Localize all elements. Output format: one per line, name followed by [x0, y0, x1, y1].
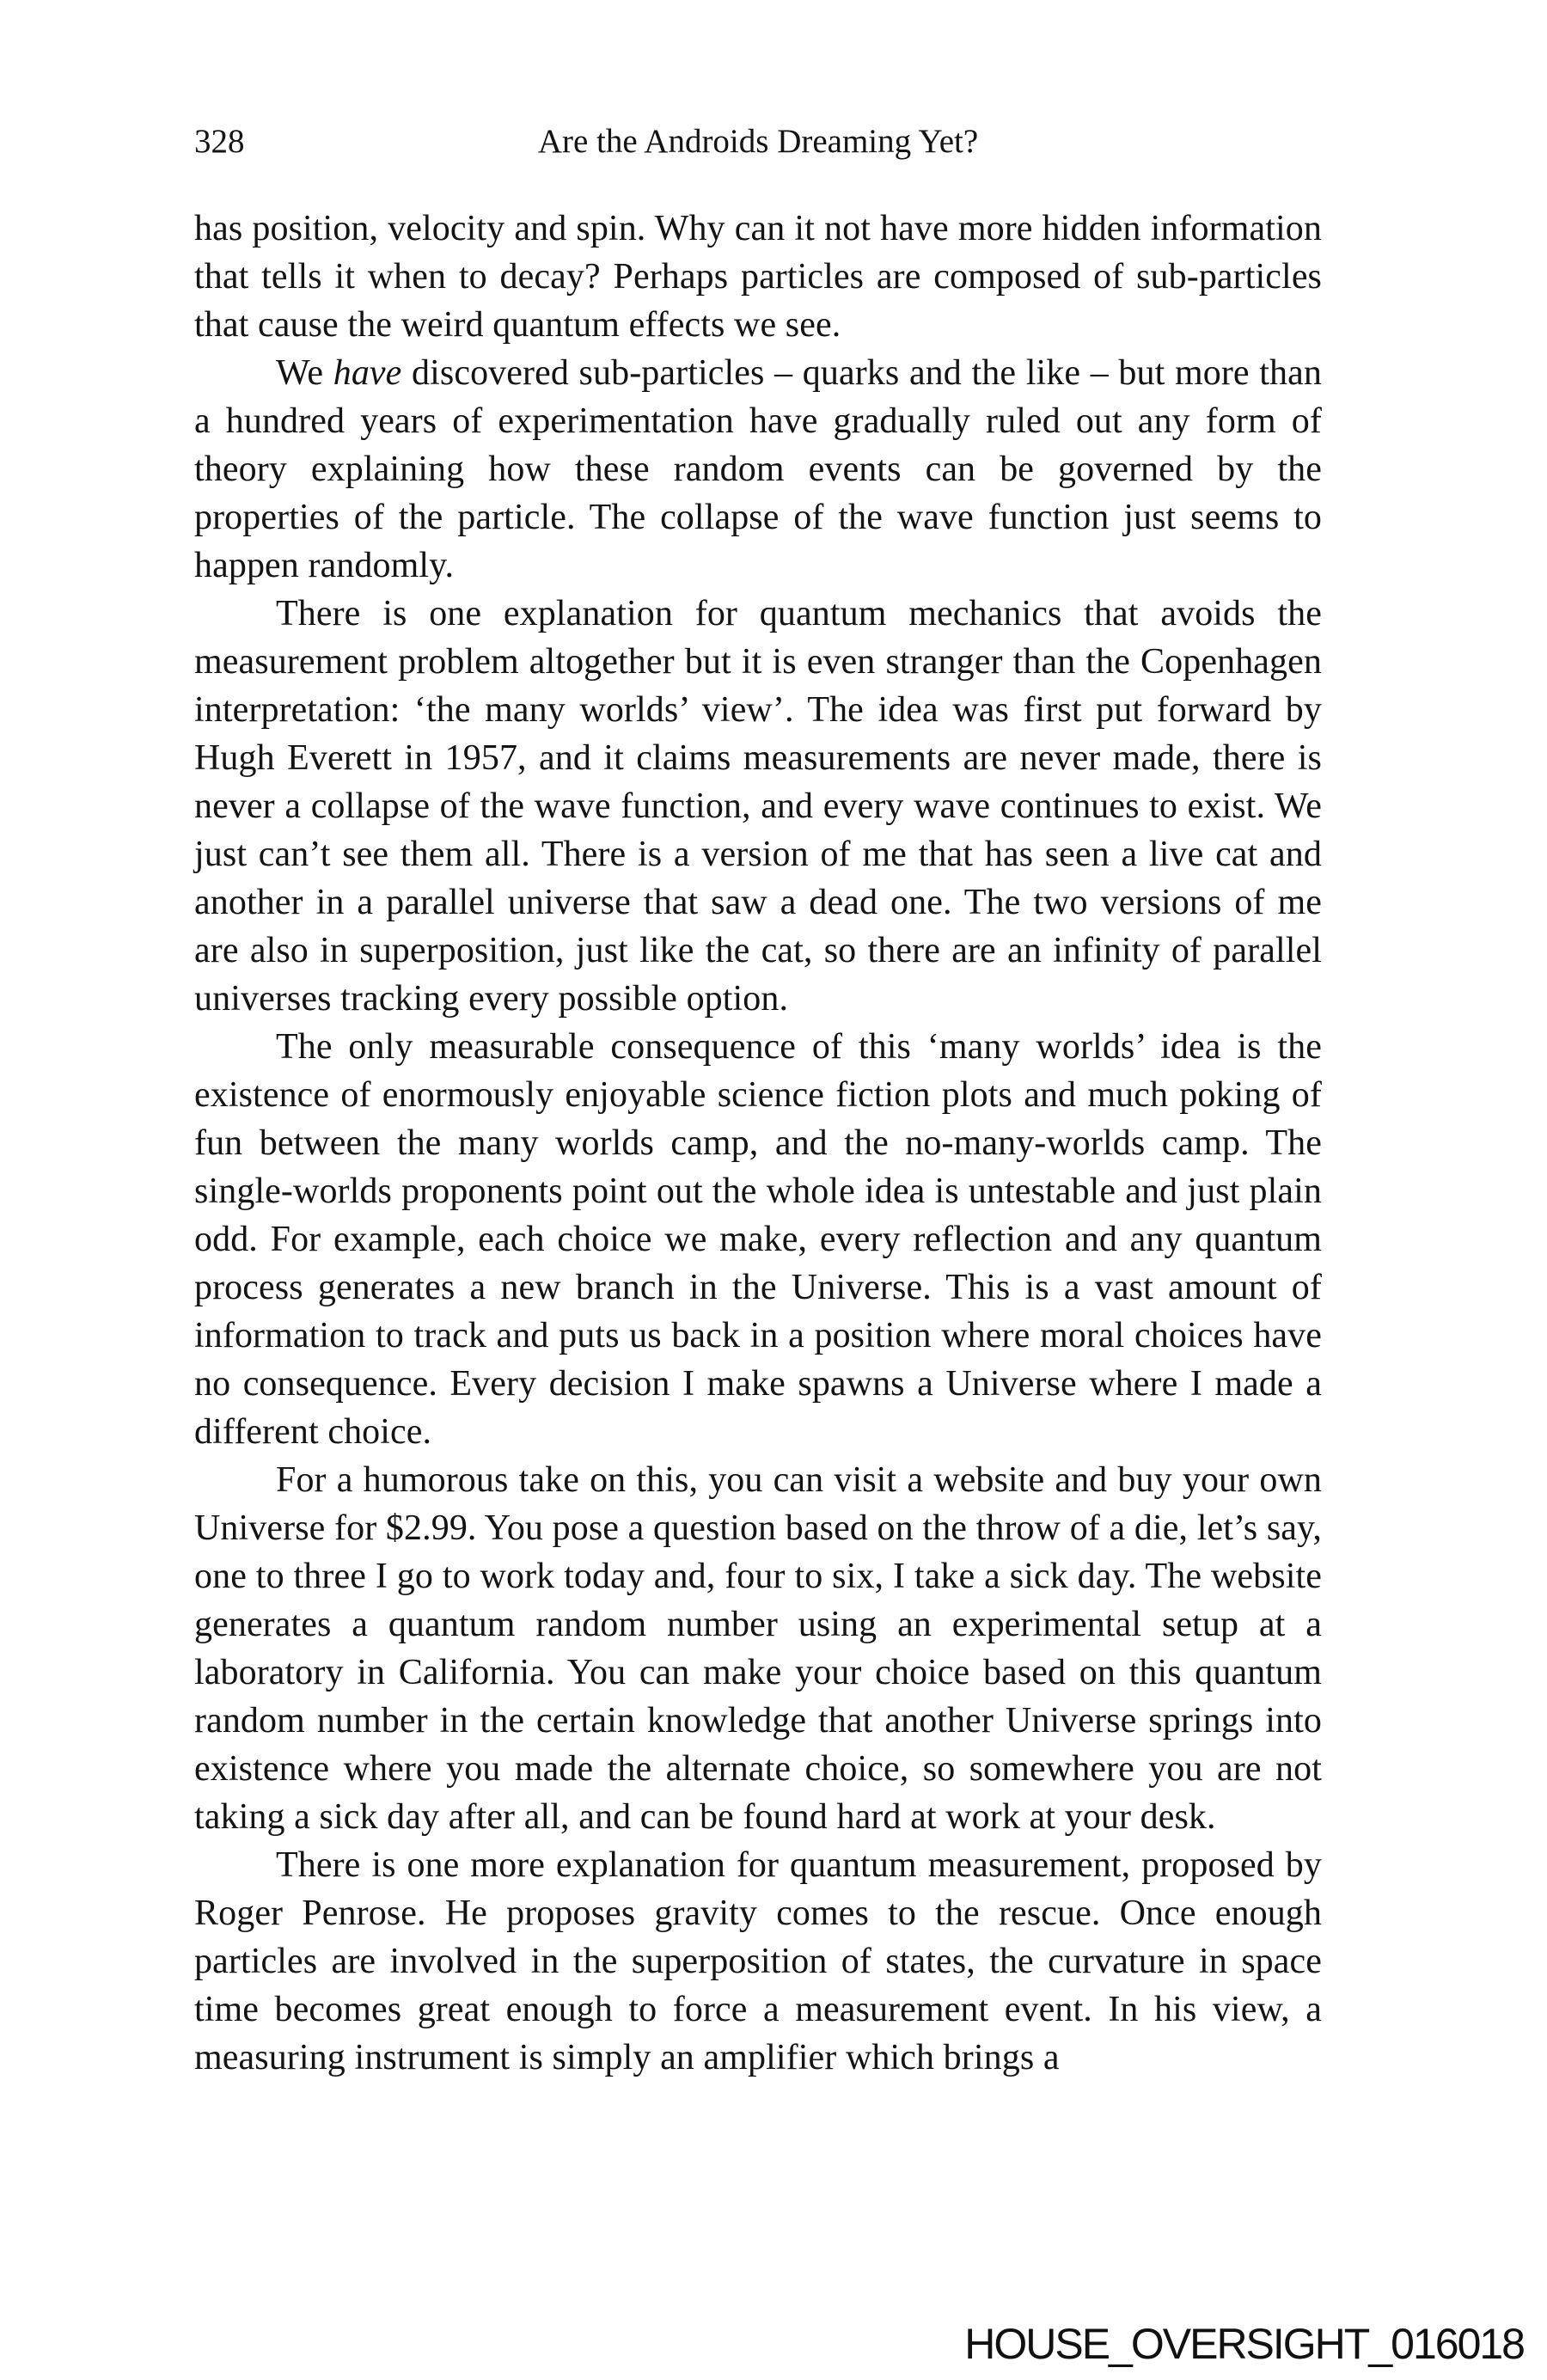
- text-run: discovered sub-particles – quarks and the like – but more than a hundred years of experimentation have gradually ruled out any form of theory explaining how these random events can be governed by the properties of the particle. The collapse of the wave function just seems to happen randomly.: [194, 353, 1322, 585]
- paragraph: [194, 1456, 1322, 1841]
- paragraph: [194, 590, 1322, 1023]
- paragraph: [194, 349, 1322, 590]
- text-run: There is one more explanation for quantum measurement, proposed by Roger Penrose. He proposes gravity comes to the rescue. Once enough particles are involved in the superposition of states, the curvature in space time becomes great enough to force a measurement event. In his view, a measuring instrument is simply an amplifier which brings a: [194, 1845, 1322, 2077]
- page-number: 328: [194, 123, 245, 160]
- running-header-title: Are the Androids Dreaming Yet?: [537, 123, 979, 160]
- text-run: The only measurable consequence of this ‘many worlds’ idea is the existence of enormously enjoyable science fiction plots and much poking of fun between the many worlds camp, and the no-many-worlds camp. The single-worlds proponents point out the whole idea is untestable and just plain odd. For example, each choice we make, every reflection and any quantum process generates a new branch in the Universe. This is a vast amount of information to track and puts us back in a position where moral choices have no consequence. Every decision I make spawns a Universe where I made a different choice.: [194, 1027, 1322, 1452]
- paragraph: [194, 1841, 1322, 2082]
- running-header: [194, 123, 1322, 166]
- paragraph: [194, 205, 1322, 349]
- text-run: We: [276, 353, 333, 393]
- paragraph: [194, 1023, 1322, 1456]
- page-body: [194, 205, 1322, 2082]
- watermark-stamp: HOUSE_OVERSIGHT_016018: [964, 2320, 1524, 2368]
- text-run: For a humorous take on this, you can visit a website and buy your own Universe for $2.99. You pose a question based on the throw of a die, let’s say, one to three I go to work today and, four to six, I take a sick day. The website generates a quantum random number using an experimental setup at a laboratory in California. You can make your choice based on this quantum random number in the certain knowledge that another Universe springs into existence where you made the alternate choice, so somewhere you are not taking a sick day after all, and can be found hard at work at your desk.: [194, 1460, 1322, 1837]
- text-run: has position, velocity and spin. Why can it not have more hidden information that tells it when to decay? Perhaps particles are composed of sub-particles that cause the weird quantum effects we see.: [194, 209, 1322, 345]
- text-run: There is one explanation for quantum mechanics that avoids the measurement problem altogether but it is even stranger than the Copenhagen interpretation: ‘the many worlds’ view’. The idea was first put forward by Hugh Everett in 1957, and it claims measurements are never made, there is never a collapse of the wave function, and every wave continues to exist. We just can’t see them all. There is a version of me that has seen a live cat and another in a parallel universe that saw a dead one. The two versions of me are also in superposition, just like the cat, so there are an infinity of parallel universes tracking every possible option.: [194, 594, 1322, 1019]
- italic-text-run: have: [333, 353, 402, 393]
